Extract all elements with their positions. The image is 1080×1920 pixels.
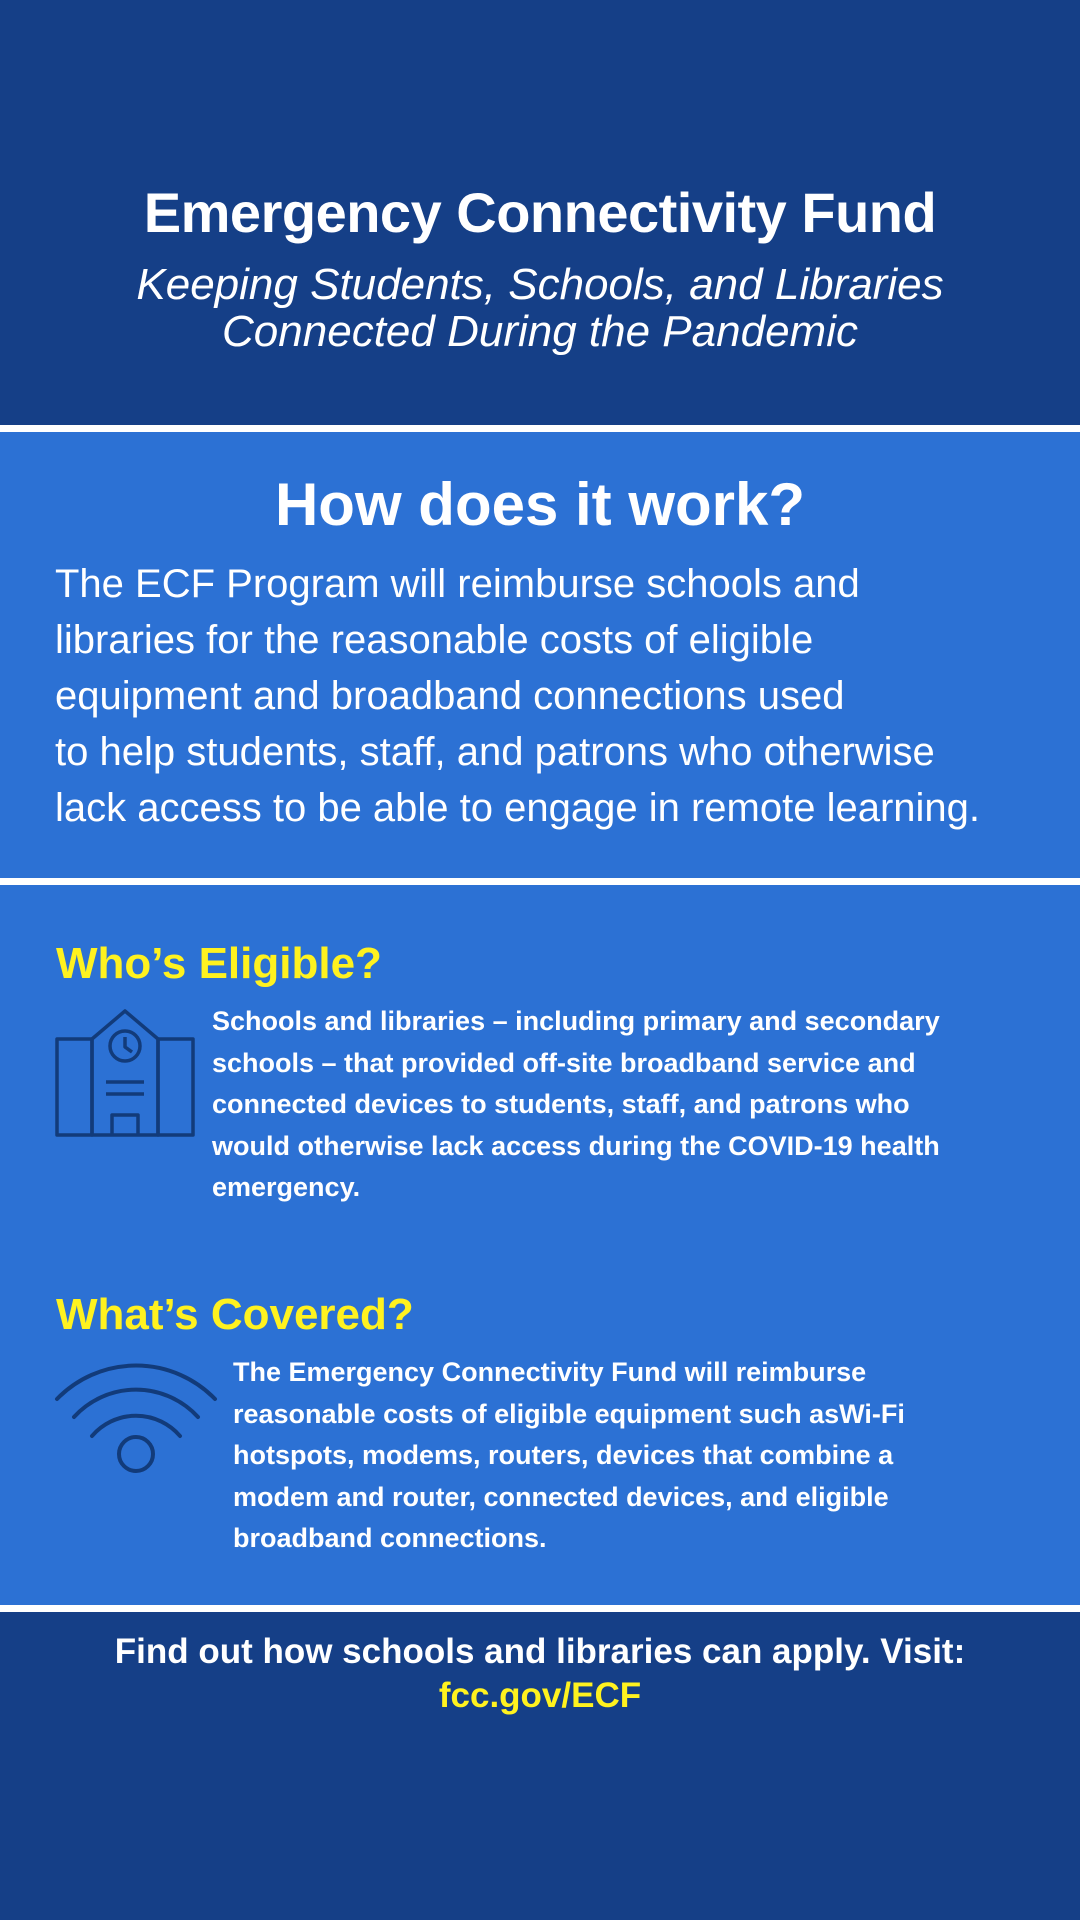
eligible-line-1: Schools and libraries – including primary and secondary <box>212 1006 940 1036</box>
footer-band <box>0 1612 1080 1920</box>
covered-line-4: modem and router, connected devices, and eligible <box>233 1481 889 1512</box>
how-it-works-section <box>0 432 1080 878</box>
eligible-line-4: would otherwise lack access during the COVID-19 health <box>212 1130 940 1161</box>
covered-line-5: broadband connections. <box>233 1523 547 1553</box>
details-section <box>0 885 1080 1605</box>
subtitle-line-2: Connected During the Pandemic <box>222 306 858 356</box>
covered-line-2: reasonable costs of eligible equipment such asWi-Fi <box>233 1398 905 1429</box>
subtitle-line-1: Keeping Students, Schools, and Libraries <box>136 260 944 309</box>
covered-text <box>233 1352 905 1560</box>
how-it-works-heading: How does it work? <box>274 471 806 538</box>
eligible-line-3: connected devices to students, staff, and patrons who <box>212 1089 910 1119</box>
how-line-3: equipment and broadband connections used <box>55 674 845 718</box>
apply-call-to-action: Find out how schools and libraries can apply. Visit: <box>114 1632 966 1671</box>
how-line-2: libraries for the reasonable costs of eligible <box>55 618 814 662</box>
covered-heading: What’s Covered? <box>56 1290 414 1339</box>
header-band <box>0 0 1080 425</box>
eligible-line-2: schools – that provided off-site broadband service and <box>212 1047 916 1078</box>
fcc-ecf-link[interactable]: fcc.gov/ECF <box>438 1676 642 1715</box>
eligible-heading: Who’s Eligible? <box>56 939 382 988</box>
how-line-1: The ECF Program will reimburse schools and <box>55 562 860 606</box>
eligible-line-5: emergency. <box>212 1172 361 1202</box>
how-line-4: to help students, staff, and patrons who otherwise <box>55 730 935 774</box>
page-subtitle <box>90 262 990 355</box>
eligible-text <box>212 1001 940 1209</box>
covered-line-1: The Emergency Connectivity Fund will reimburse <box>233 1357 867 1387</box>
wifi-icon <box>54 1355 218 1475</box>
page-title: Emergency Connectivity Fund <box>143 181 937 244</box>
how-it-works-text <box>55 556 1065 836</box>
covered-line-3: hotspots, modems, routers, devices that combine a <box>233 1440 894 1470</box>
school-building-icon <box>54 1005 196 1145</box>
how-line-5: lack access to be able to engage in remote learning. <box>55 786 981 830</box>
